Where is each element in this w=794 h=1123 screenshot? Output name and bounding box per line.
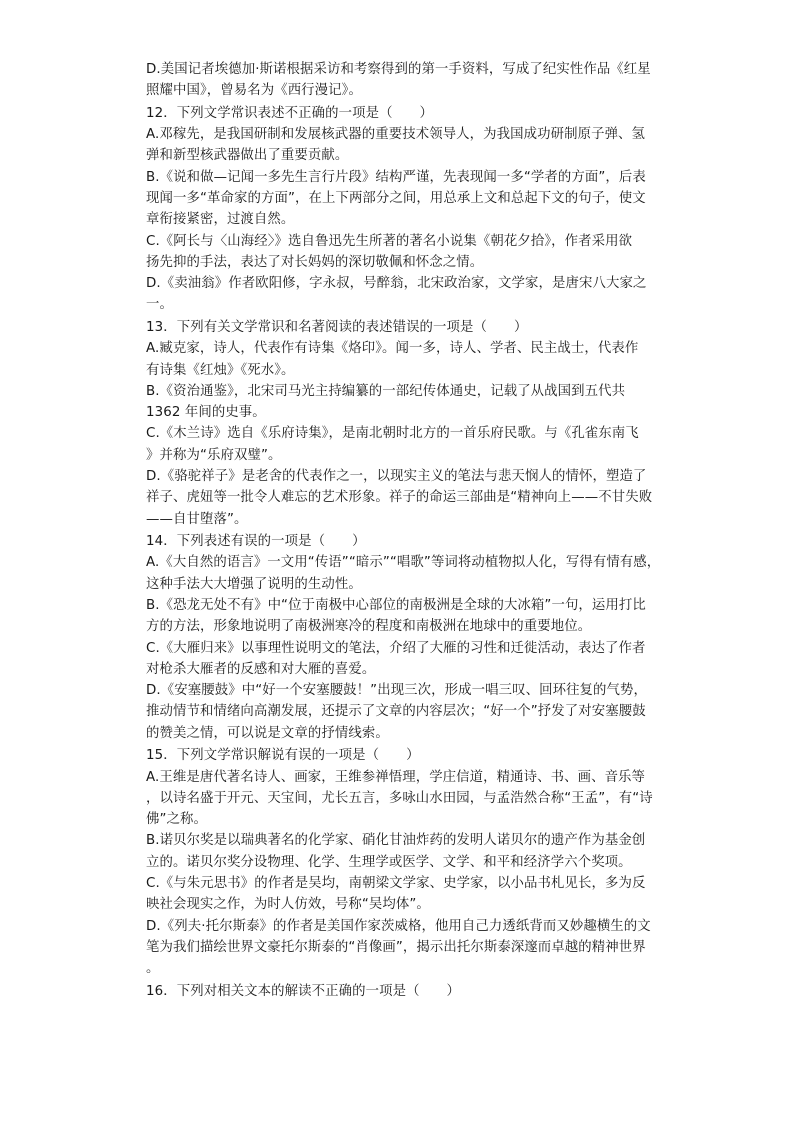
q12-option-b <box>146 167 668 231</box>
q13-option-c <box>146 423 668 466</box>
q13-option-d <box>146 466 668 530</box>
q15-option-b <box>146 830 668 873</box>
text-line: 立的。诺贝尔奖分设物理、化学、生理学或医学、文学、和平和经济学六个奖项。 <box>146 854 632 870</box>
text-line: B.《说和做—记闻一多先生言行片段》结构严谨，先表现闻一多“学者的方面”，后表 <box>146 169 646 185</box>
text-line: 祥子、虎妞等一批令人难忘的艺术形象。祥子的命运三部曲是“精神向上——不甘失败 <box>146 490 653 506</box>
q14-stem <box>146 531 668 552</box>
q15-stem <box>146 745 668 766</box>
text-line: D.《安塞腰鼓》中“好一个安塞腰鼓！”出现三次，形成一唱三叹、回环往复的气势， <box>146 683 648 699</box>
text-line: D.《列夫·托尔斯泰》的作者是美国作家茨威格，他用自己力透纸背而又妙趣横生的文 <box>146 918 651 934</box>
q12-stem <box>146 103 668 124</box>
q14-option-b <box>146 595 668 638</box>
q15-option-c <box>146 873 668 916</box>
text-line: 方的方法，形象地说明了南极洲寒冷的程度和南极洲在地球中的重要地位。 <box>146 619 592 635</box>
text-line: B.《资治通鉴》，北宋司马光主持编纂的一部纪传体通史，记载了从战国到五代共 <box>146 383 626 399</box>
q14-option-d <box>146 680 668 744</box>
text-line: 现闻一多“革命家的方面”，在上下两部分之间，用总承上文和总起下文的句子，使文 <box>146 190 646 206</box>
q16-stem <box>146 981 668 1002</box>
text-line: 这种手法大大增强了说明的生动性。 <box>146 576 362 592</box>
text-line: C.《与朱元思书》的作者是吴均，南朝梁文学家、史学家，以小品书札见长，多为反 <box>146 876 646 892</box>
text-line: 笔为我们描绘世界文豪托尔斯泰的“肖像画”，揭示出托尔斯泰深邃而卓越的精神世界 <box>146 939 646 955</box>
q13-option-a <box>146 338 668 381</box>
text-line: 弹和新型核武器做出了重要贡献。 <box>146 148 349 164</box>
text-line: B.诺贝尔奖是以瑞典著名的化学家、硝化甘油炸药的发明人诺贝尔的遗产作为基金创 <box>146 833 646 849</box>
text-line: 的赞美之情，可以说是文章的抒情线索。 <box>146 725 389 741</box>
text-line: 章衔接紧密，过渡自然。 <box>146 212 295 228</box>
text-line: C.《大雁归来》以事理性说明文的笔法，介绍了大雁的习性和迁徙活动，表达了作者 <box>146 640 646 656</box>
text-line: 扬先抑的手法，表达了对长妈妈的深切敬佩和怀念之情。 <box>146 254 484 270</box>
text-line: 1362 年间的史事。 <box>146 405 266 421</box>
q12-option-d <box>146 273 668 316</box>
text-line: C.《木兰诗》选自《乐府诗集》，是南北朝时北方的一首乐府民歌。与《孔雀东南飞 <box>146 426 639 442</box>
text-line: 推动情节和情绪向高潮发展，还提示了文章的内容层次；“好一个”抒发了对安塞腰鼓 <box>146 704 646 720</box>
q11-option-d <box>146 59 668 102</box>
q14-option-a <box>146 552 668 595</box>
text-line: 有诗集《红烛》《死水》。 <box>146 362 295 378</box>
text-line: 映社会现实之作，为时人仿效，号称“吴均体”。 <box>146 897 430 913</box>
q13-option-b <box>146 381 668 424</box>
text-line: A.王维是唐代著名诗人、画家，王维参禅悟理，学庄信道，精通诗、书、画、音乐等 <box>146 769 646 785</box>
question-stem: 13．下列有关文学常识和名著阅读的表述错误的一项是（ ） <box>146 319 528 335</box>
q14-option-c <box>146 638 668 681</box>
text-line: 。 <box>146 961 160 977</box>
text-line: ——自甘堕落”。 <box>146 511 248 527</box>
text-line: A.邓稼先，是我国研制和发展核武器的重要技术领导人，为我国成功研制原子弹、氢 <box>146 127 646 143</box>
text-line: A.《大自然的语言》一文用“传语”“暗示”“唱歌”等词将动植物拟人化，写得有情有感， <box>146 555 661 571</box>
q15-option-d <box>146 916 668 980</box>
text-line: A.臧克家，诗人，代表作有诗集《烙印》。闻一多，诗人、学者、民主战士，代表作 <box>146 341 639 357</box>
q12-option-c <box>146 231 668 274</box>
question-stem: 12．下列文学常识表述不正确的一项是（ ） <box>146 105 434 121</box>
q15-option-a <box>146 767 668 831</box>
text-line: B.《恐龙无处不有》中“位于南极中心部位的南极洲是全球的大冰箱”一句，运用打比 <box>146 597 646 613</box>
text-line: 照耀中国》，曾易名为《西行漫记》。 <box>146 83 362 99</box>
text-line: D.《骆驼祥子》是老舍的代表作之一，以现实主义的笔法与悲天悯人的情怀，塑造了 <box>146 469 647 485</box>
text-line: C.《阿长与〈山海经〉》选自鲁迅先生所著的著名小说集《朝花夕拾》，作者采用欲 <box>146 233 633 249</box>
text-line: 对枪杀大雁者的反感和对大雁的喜爱。 <box>146 661 376 677</box>
text-line: 》并称为“乐府双璧”。 <box>146 447 282 463</box>
question-stem: 16．下列对相关文本的解读不正确的一项是（ ） <box>146 983 461 999</box>
exam-questions <box>146 59 668 1002</box>
text-line: D.《卖油翁》作者欧阳修，字永叔，号醉翁，北宋政治家，文学家，是唐宋八大家之 <box>146 276 647 292</box>
text-line: D.美国记者埃德加·斯诺根据采访和考察得到的第一手资料，写成了纪实性作品《红星 <box>146 62 651 77</box>
question-stem: 14．下列表述有误的一项是（ ） <box>146 534 366 550</box>
text-line: 佛”之称。 <box>146 812 207 828</box>
text-line: ，以诗名盛于开元、天宝间，尤长五言，多咏山水田园，与孟浩然合称“王孟”，有“诗 <box>146 790 653 806</box>
question-stem: 15．下列文学常识解说有误的一项是（ ） <box>146 748 420 764</box>
q13-stem <box>146 317 668 338</box>
q12-option-a <box>146 124 668 167</box>
text-line: 一。 <box>146 297 173 313</box>
